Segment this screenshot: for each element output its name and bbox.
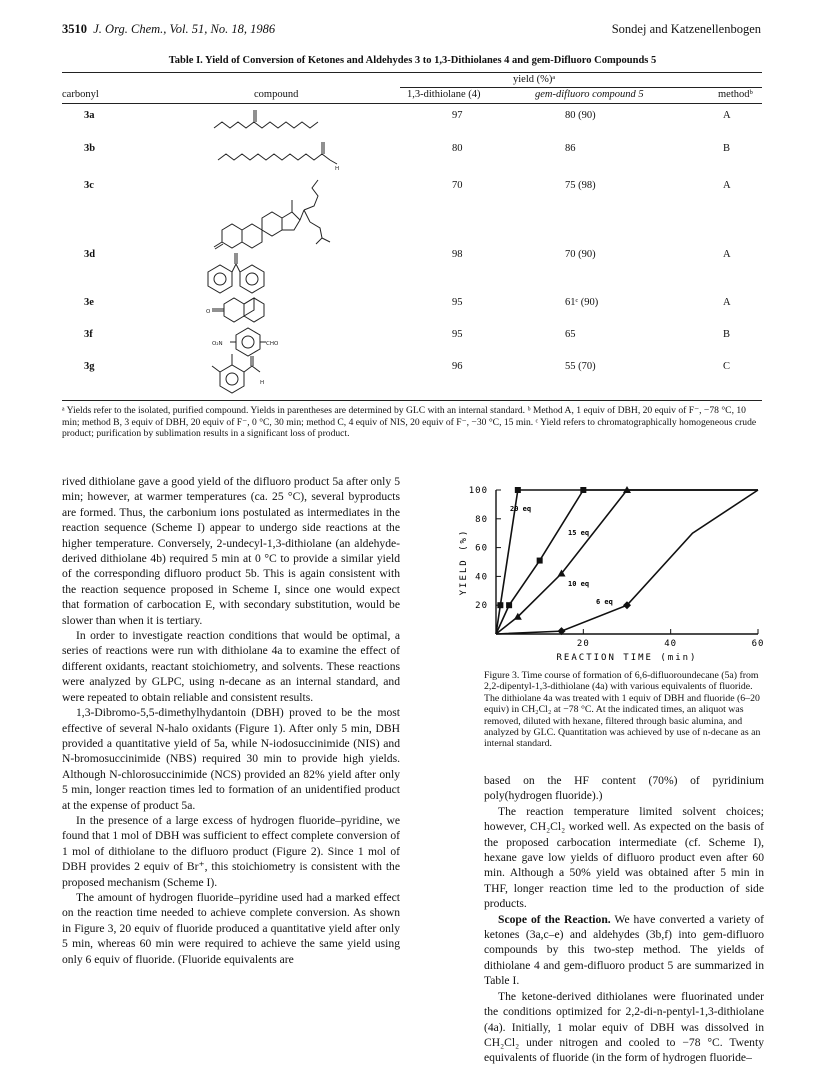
y-tick-label: 100 (468, 486, 488, 496)
y-axis-label: YIELD (%) (459, 528, 469, 596)
x-tick-label: 40 (664, 639, 678, 649)
y-tick-label: 20 (475, 601, 488, 612)
method: A (723, 110, 731, 121)
left-column-text (62, 474, 400, 967)
series-label: 20 eq (510, 505, 532, 513)
aldehyde-h-label-3g: H (260, 380, 265, 386)
method: B (723, 329, 731, 340)
row-label: 3c (84, 180, 94, 191)
series-label: 10 eq (568, 580, 590, 588)
cho-label: CHO (266, 341, 279, 347)
row-label: 3e (84, 297, 94, 308)
table-caption: Table I. Yield of Conversion of Ketones and Aldehydes 3 to 1,3-Dithiolanes 4 and gem-Difluoro Compounds 5 (168, 55, 657, 66)
dithiolane-yield: 80 (452, 143, 463, 154)
paragraph: 1,3-Dibromo-5,5-dimethylhydantoin (DBH) proved to be the most effective of several N-halo oxidants (Figure 1). After only 5 min, DBH provided a quantitative yield of 5a, while N-iodosuccinimide (NIS) and N-bromosuccinimide (NBS) required 30 min to provide high yields. Although N-chlorosuccinimide (NCS) provided an 82% yield after only 5 min, longer reaction times led to formation of an unidentified product at the expense of product 5a. (62, 706, 400, 812)
data-point (506, 602, 512, 608)
row-label: 3g (84, 361, 95, 372)
difluoro-yield: 80 (90) (565, 110, 596, 121)
page-number: 3510 (62, 22, 87, 36)
col-header-compound: compound (254, 89, 299, 100)
method: B (723, 143, 731, 154)
y-tick-label: 60 (475, 543, 488, 554)
data-point (515, 487, 521, 493)
yield-header: yield (%)ᵃ (513, 74, 556, 85)
x-tick-label: 20 (576, 639, 590, 649)
dithiolane-yield: 95 (452, 297, 463, 308)
row-label: 3a (84, 110, 95, 121)
x-tick-label: 60 (751, 639, 765, 649)
difluoro-yield: 55 (70) (565, 361, 596, 372)
series-line (496, 490, 758, 634)
paragraph: In order to investigate reaction conditions that would be optimal, a series of reactions were run with dithiolane 4a to examine the effect of different oxidants, reactant stoichiometry, and solvents. These reactions were analyzed by GLPC, using n-decane as an internal standard, and were repeated to obtain reliable and consistent results. (62, 629, 400, 704)
series-label: 15 eq (568, 529, 590, 537)
y-tick-label: 80 (475, 514, 488, 525)
structure-3g (212, 354, 260, 393)
col-header-method: methodᵇ (718, 89, 753, 100)
figure-3-caption: Figure 3. Time course of formation of 6,6-difluoroundecane (5a) from 2,2-dipentyl-1,3-dithiolane (4a) with various equivalents of fluoride. The dithiolane 4a was treated with 1 equiv of DBH and fluoride (6–20 equiv) in CH₂Cl₂ at −78 °C. At the indicated times, an aliquot was removed, diluted with hexane, filtered through basic alumina, and analyzed by GLC. Quantitation was achieved by use of n-decane as an internal standard. (484, 670, 761, 750)
aldehyde-h-label: H (335, 166, 340, 172)
difluoro-yield: 75 (98) (565, 180, 596, 191)
paragraph (484, 912, 764, 989)
y-tick-label: 40 (475, 572, 488, 583)
row-label: 3d (84, 249, 96, 260)
nitro-label: O₂N (212, 341, 223, 347)
journal-citation: J. Org. Chem., Vol. 51, No. 18, 1986 (93, 22, 276, 36)
table-bottom-rule (62, 400, 762, 401)
col-header-carbonyl: carbonyl (62, 89, 99, 100)
x-axis-label: REACTION TIME (min) (556, 653, 698, 663)
compound-structures (0, 0, 823, 400)
table-footnote: ᵃ Yields refer to the isolated, purified compound. Yields in parentheses are determined by GLC with an internal standard. ᵇ Method A, 1 equiv of DBH, 20 equiv of F⁻, −78 °C, 10 min; method B, 3 equiv of DBH, 20 equiv of F⁻, 0 °C, 30 min; method C, 4 equiv of NIS, 20 equiv of F⁻, −30 °C, 15 min. ᶜ Yield refers to chromatographically homogeneous crude product; purification by sublimation results in a significant loss of product. (62, 405, 757, 440)
method: C (723, 361, 731, 372)
difluoro-yield: 65 (565, 329, 576, 340)
figure-3-chart (444, 478, 768, 668)
structure-3d (208, 253, 264, 293)
paragraph: The amount of hydrogen fluoride–pyridine used had a marked effect on the reaction time needed to achieve complete conversion. As shown in Figure 3, 20 equiv of fluoride produced a quantitative yield after only 5 min, whereas 60 min were required to achieve the same yield using only 6 equiv of fluoride. (Fluoride equivalents are (62, 890, 400, 966)
right-column-text (484, 773, 764, 1066)
data-point (497, 602, 503, 608)
structure-3f (230, 328, 266, 356)
data-point (580, 487, 586, 493)
dithiolane-yield: 97 (452, 110, 463, 121)
difluoro-yield: 61ᶜ (90) (565, 297, 599, 308)
difluoro-yield: 86 (565, 143, 576, 154)
series-line (496, 490, 758, 634)
data-point (537, 558, 543, 564)
paragraph: The reaction temperature limited solvent choices; however, CH₂Cl₂ worked well. As expected on the basis of the proposed carbocation intermediate (cf. Scheme I), hexane gave low yields of difluoro product even after 60 min. Although a 50% yield was obtained after 5 min in THF, longer reaction time led to the production of side products. (484, 804, 764, 911)
paragraph: rived dithiolane gave a good yield of the difluoro product 5a after only 5 min; however, at warmer temperatures (ca. 25 °C), several byproducts are formed. Thus, the carbonium ions postulated as intermediates in the reaction sequence (Scheme I) appear to undergo side reactions at the higher temperature. Conversely, 2-undecyl-1,3-dithiolane (an aldehyde-derived dithiolane 4b) required 5 min at 0 °C to provide a similar yield of the corresponding difluoro product 5b. This is again consistent with the reaction sequence proposed in Scheme I, since one would expect that formation of carbocation E, with secondary substitution, would be slower than when it is tertiary. (62, 475, 400, 627)
paragraph: The ketone-derived dithiolanes were fluorinated under the conditions optimized for 2,2-di-n-pentyl-1,3-dithiolane (4a). Initially, 1 molar equiv of DBH was dissolved in CH₂Cl₂ under nitrogen and cooled to −78 °C. Twenty equivalents of fluoride (in the form of hydrogen fluoride– (484, 989, 764, 1065)
structure-3b (218, 142, 337, 164)
paragraph: In the presence of a large excess of hydrogen fluoride–pyridine, we found that 1 mol of DBH was sufficient to effect complete conversion of 1 mol of dithiolane to the difluoro product (Figure 2). Since 1 mol of DBH provides 2 equiv of Br⁺, this stoichiometry is consistent with the proposed mechanism (Scheme I). (62, 813, 400, 889)
dithiolane-yield: 96 (452, 361, 463, 372)
dithiolane-yield: 98 (452, 249, 463, 260)
method: A (723, 180, 731, 191)
dithiolane-yield: 95 (452, 329, 463, 340)
running-header-authors: Sondej and Katzenellenbogen (611, 22, 761, 36)
series-line (496, 490, 758, 634)
structure-3c (214, 180, 330, 249)
structure-3e (212, 298, 264, 322)
method: A (723, 249, 731, 260)
paragraph-text: We have converted a variety of ketones (3a,c–e) and aldehydes (3b,f) into gem-difluoro compounds by this two-step method. The yields of dithiolane 4 and gem-difluoro product 5 are summarized in Table I. (484, 912, 764, 988)
paragraph: based on the HF content (70%) of pyridinium poly(hydrogen fluoride).) (484, 774, 764, 803)
col-header-difluoro: gem-difluoro compound 5 (535, 89, 644, 100)
col-header-dithiolane: 1,3-dithiolane (4) (407, 89, 481, 100)
method: A (723, 297, 731, 308)
section-heading: Scope of the Reaction. (498, 912, 611, 926)
row-label: 3b (84, 143, 96, 154)
structure-3a (214, 110, 318, 128)
series-label: 6 eq (596, 598, 613, 606)
dithiolane-yield: 70 (452, 180, 463, 191)
difluoro-yield: 70 (90) (565, 249, 596, 260)
row-label: 3f (84, 329, 93, 340)
ketone-o-label: O (206, 309, 211, 315)
series-line (496, 490, 758, 634)
